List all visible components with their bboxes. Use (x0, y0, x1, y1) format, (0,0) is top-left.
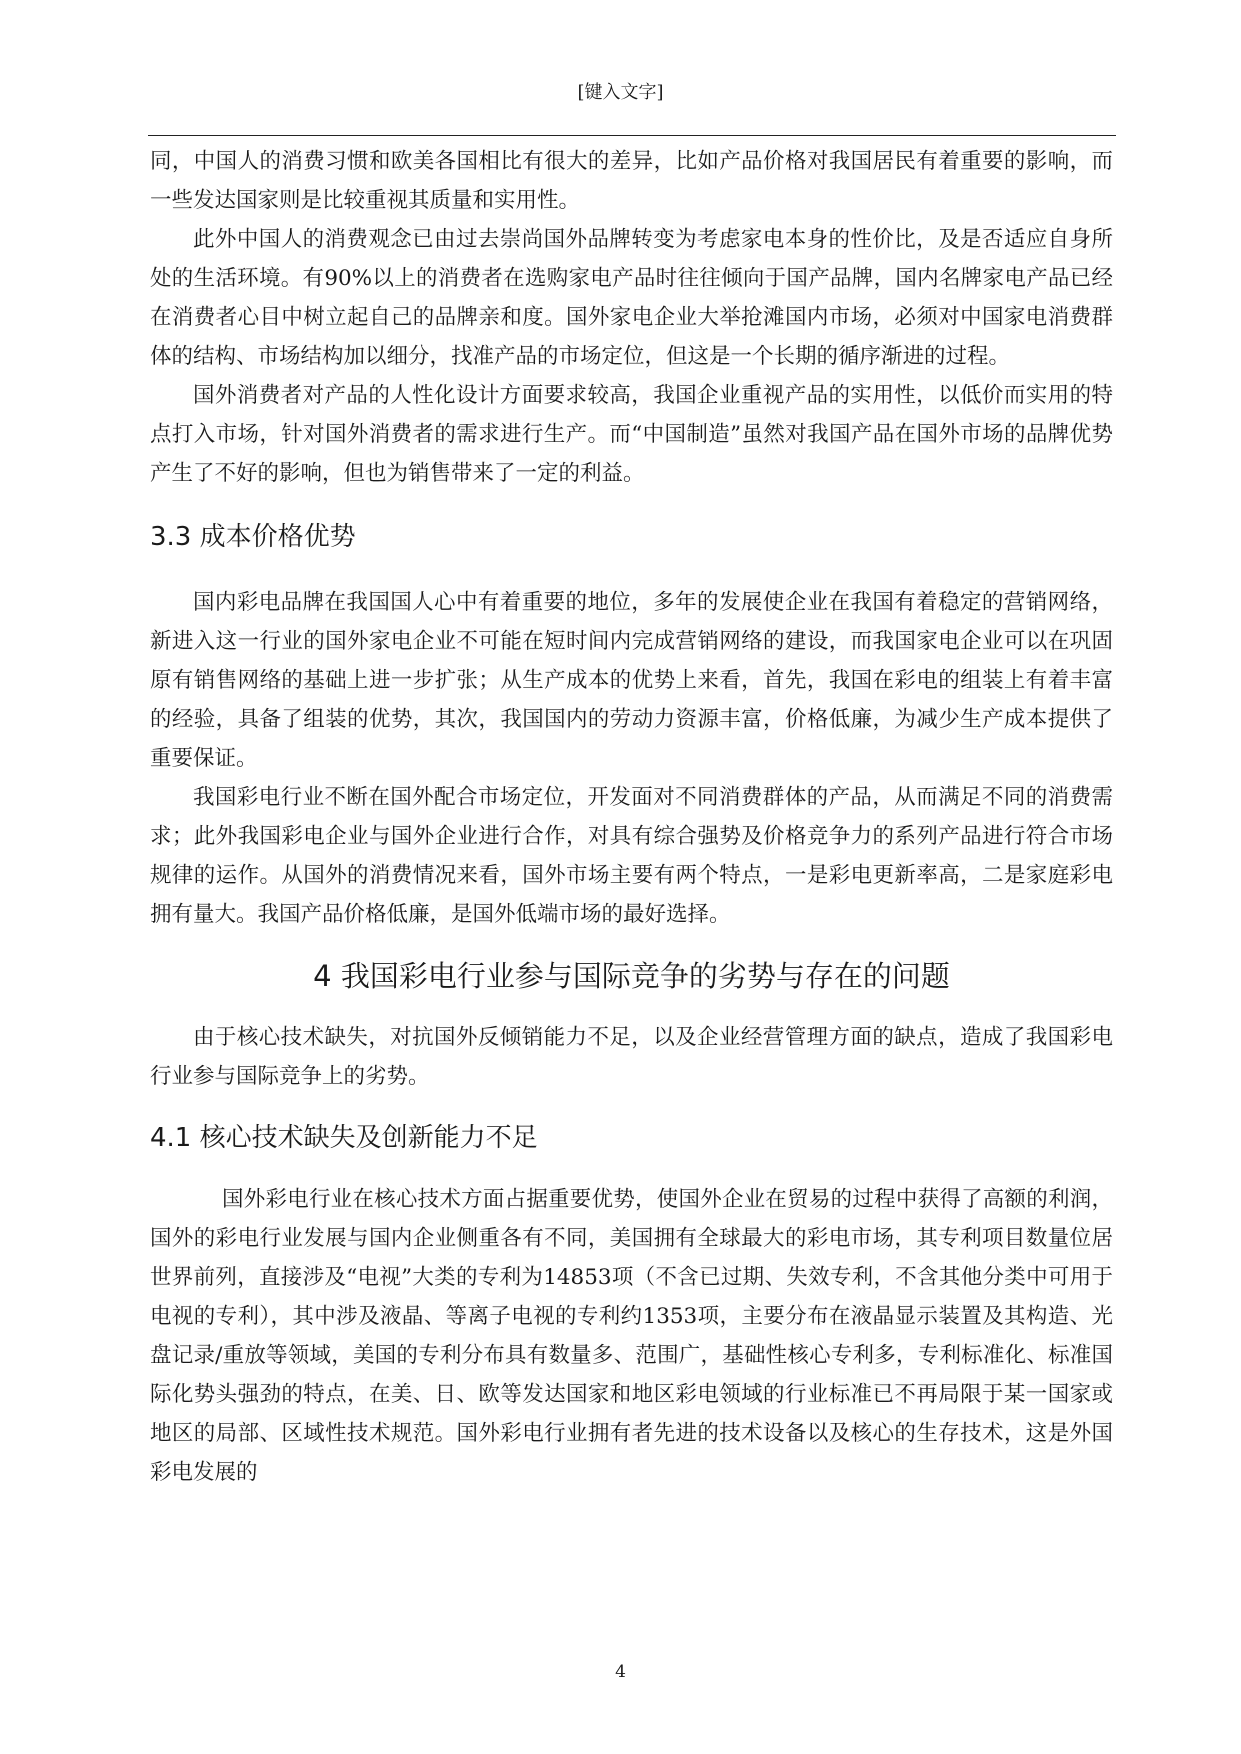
paragraph: 国外消费者对产品的人性化设计方面要求较高，我国企业重视产品的实用性，以低价而实用的特点打入市场，针对国外消费者的需求进行生产。而“中国制造”虽然对我国产品在国外市场的品牌优势产生了不好的影响，但也为销售带来了一定的利益。 (150, 383, 1113, 486)
page-number: 4 (615, 1662, 626, 1682)
chapter-heading-4: 4 我国彩电行业参与国际竞争的劣势与存在的问题 (313, 959, 950, 993)
paragraph: 国外彩电行业在核心技术方面占据重要优势，使国外企业在贸易的过程中获得了高额的利润，国外的彩电行业发展与国内企业侧重各有不同，美国拥有全球最大的彩电市场，其专利项目数量位居世界前列，直接涉及“电视”大类的专利为14853项（不含已过期、失效专利，不含其他分类中可用于电视的专利），其中涉及液晶、等离子电视的专利约1353项，主要分布在液晶显示装置及其构造、光盘记录/重放等领域，美国的专利分布具有数量多、范围广，基础性核心专利多，专利标准化、标准国际化势头强劲的特点，在美、日、欧等发达国家和地区彩电领域的行业标准已不再局限于某一国家或地区的局部、区域性技术规范。国外彩电行业拥有者先进的技术设备以及核心的生存技术，这是外国彩电发展的 (150, 1187, 1113, 1485)
paragraph: 此外中国人的消费观念已由过去崇尚国外品牌转变为考虑家电本身的性价比，及是否适应自身所处的生活环境。有90%以上的消费者在选购家电产品时往往倾向于国产品牌，国内名牌家电产品已经在消费者心目中树立起自己的品牌亲和度。国外家电企业大举抢滩国内市场，必须对中国家电消费群体的结构、市场结构加以细分，找准产品的市场定位，但这是一个长期的循序渐进的过程。 (150, 227, 1113, 369)
header-divider (148, 135, 1116, 136)
page-header: [键入文字] (577, 82, 664, 103)
paragraph: 国内彩电品牌在我国国人心中有着重要的地位，多年的发展使企业在我国有着稳定的营销网络，新进入这一行业的国外家电企业不可能在短时间内完成营销网络的建设，而我国家电企业可以在巩固原有销售网络的基础上进一步扩张；从生产成本的优势上来看，首先，我国在彩电的组装上有着丰富的经验，具备了组装的优势，其次，我国国内的劳动力资源丰富，价格低廉，为减少生产成本提供了重要保证。 (150, 590, 1113, 771)
section-heading-4-1: 4.1 核心技术缺失及创新能力不足 (150, 1123, 538, 1153)
paragraph: 由于核心技术缺失，对抗国外反倾销能力不足，以及企业经营管理方面的缺点，造成了我国彩电行业参与国际竞争上的劣势。 (150, 1025, 1113, 1089)
paragraph: 我国彩电行业不断在国外配合市场定位，开发面对不同消费群体的产品，从而满足不同的消费需求；此外我国彩电企业与国外企业进行合作，对具有综合强势及价格竞争力的系列产品进行符合市场规律的运作。从国外的消费情况来看，国外市场主要有两个特点，一是彩电更新率高，二是家庭彩电拥有量大。我国产品价格低廉，是国外低端市场的最好选择。 (150, 785, 1113, 927)
section-heading-3-3: 3.3 成本价格优势 (150, 522, 356, 552)
page-body (150, 142, 1113, 1492)
paragraph: 同，中国人的消费习惯和欧美各国相比有很大的差异，比如产品价格对我国居民有着重要的影响，而一些发达国家则是比较重视其质量和实用性。 (150, 149, 1113, 213)
